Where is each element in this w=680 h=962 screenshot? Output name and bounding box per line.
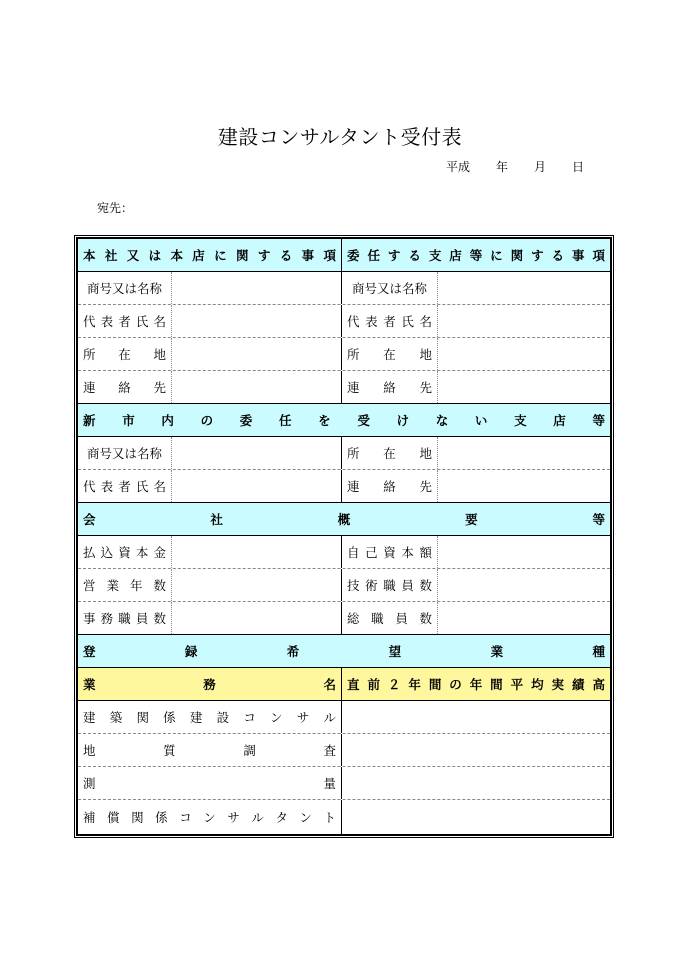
years-in-business-field[interactable] — [172, 569, 342, 601]
non-delegated-header: 新 市 内 の 委 任 を 受 け な い 支 店 等 — [83, 413, 605, 428]
nd-location-label: 所 在 地 — [342, 437, 438, 469]
table-row — [78, 767, 610, 800]
business-type-label: 測 量 — [78, 767, 342, 799]
header-row-non-delegated — [78, 404, 610, 437]
table-row — [78, 602, 610, 635]
head-office-contact-field[interactable] — [172, 371, 342, 403]
head-office-trade-name-field[interactable] — [172, 272, 342, 304]
nd-contact-label: 連 絡 先 — [342, 470, 438, 502]
business-result-field[interactable] — [342, 767, 610, 799]
head-office-header: 本 社 又 は 本 店 に 関 す る 事 項 — [78, 239, 342, 271]
paid-capital-field[interactable] — [172, 536, 342, 568]
registration-header: 登 録 希 望 業 種 — [83, 644, 605, 659]
date-year: 年 — [496, 160, 509, 174]
table-row — [78, 305, 610, 338]
location-label: 所 在 地 — [78, 338, 172, 370]
table-row — [78, 569, 610, 602]
technical-staff-label: 技 術 職 員 数 — [342, 569, 438, 601]
head-office-location-field[interactable] — [172, 338, 342, 370]
branch-contact-label: 連 絡 先 — [342, 371, 438, 403]
table-row — [78, 800, 610, 834]
office-staff-label: 事 務 職 員 数 — [78, 602, 172, 634]
business-type-label: 地 質 調 査 — [78, 734, 342, 766]
reception-form — [76, 237, 612, 836]
business-type-label: 補 償 関 係 コ ン サ ル タ ン ト — [78, 800, 342, 834]
trade-name-label: 商号又は名称 — [78, 272, 172, 304]
business-type-label: 建 築 関 係 建 設 コ ン サ ル — [78, 701, 342, 733]
branch-location-field[interactable] — [438, 338, 610, 370]
business-result-field[interactable] — [342, 734, 610, 766]
total-staff-field[interactable] — [438, 602, 610, 634]
header-row-registration — [78, 635, 610, 668]
table-row — [78, 371, 610, 404]
addressee-label: 宛先： — [97, 201, 134, 215]
header-row-offices — [78, 239, 610, 272]
table-row — [78, 701, 610, 734]
branch-trade-name-field[interactable] — [438, 272, 610, 304]
nd-trade-name-field[interactable] — [172, 437, 342, 469]
business-name-header: 業 務 名 — [78, 668, 342, 700]
contact-label: 連 絡 先 — [78, 371, 172, 403]
paid-capital-label: 払 込 資 本 金 — [78, 536, 172, 568]
branch-representative-label: 代 表 者 氏 名 — [342, 305, 438, 337]
equity-capital-label: 自 己 資 本 額 — [342, 536, 438, 568]
branch-representative-field[interactable] — [438, 305, 610, 337]
technical-staff-field[interactable] — [438, 569, 610, 601]
nd-location-field[interactable] — [438, 437, 610, 469]
table-row — [78, 734, 610, 767]
branch-location-label: 所 在 地 — [342, 338, 438, 370]
table-row — [78, 272, 610, 305]
equity-capital-field[interactable] — [438, 536, 610, 568]
business-result-field[interactable] — [342, 701, 610, 733]
table-row — [78, 338, 610, 371]
total-staff-label: 総 職 員 数 — [342, 602, 438, 634]
date-day: 日 — [572, 160, 585, 174]
nd-representative-field[interactable] — [172, 470, 342, 502]
table-row — [78, 470, 610, 503]
table-row — [78, 437, 610, 470]
table-row — [78, 536, 610, 569]
document-title: 建設コンサルタント受付表 — [217, 125, 463, 149]
branch-trade-name-label: 商号又は名称 — [342, 272, 438, 304]
header-row-company-overview — [78, 503, 610, 536]
business-result-field[interactable] — [342, 800, 610, 834]
header-row-business — [78, 668, 610, 701]
date-era: 平成 — [446, 160, 471, 174]
avg-results-header: 直 前 ２ 年 間 の 年 間 平 均 実 績 高 — [347, 677, 605, 692]
branch-contact-field[interactable] — [438, 371, 610, 403]
date-month: 月 — [534, 160, 547, 174]
head-office-representative-field[interactable] — [172, 305, 342, 337]
nd-representative-label: 代 表 者 氏 名 — [78, 470, 172, 502]
nd-trade-name-label: 商号又は名称 — [78, 437, 172, 469]
company-overview-header: 会 社 概 要 等 — [83, 512, 605, 527]
branch-header: 委 任 す る 支 店 等 に 関 す る 事 項 — [347, 248, 605, 263]
representative-label: 代 表 者 氏 名 — [78, 305, 172, 337]
office-staff-field[interactable] — [172, 602, 342, 634]
nd-contact-field[interactable] — [438, 470, 610, 502]
years-in-business-label: 営 業 年 数 — [78, 569, 172, 601]
